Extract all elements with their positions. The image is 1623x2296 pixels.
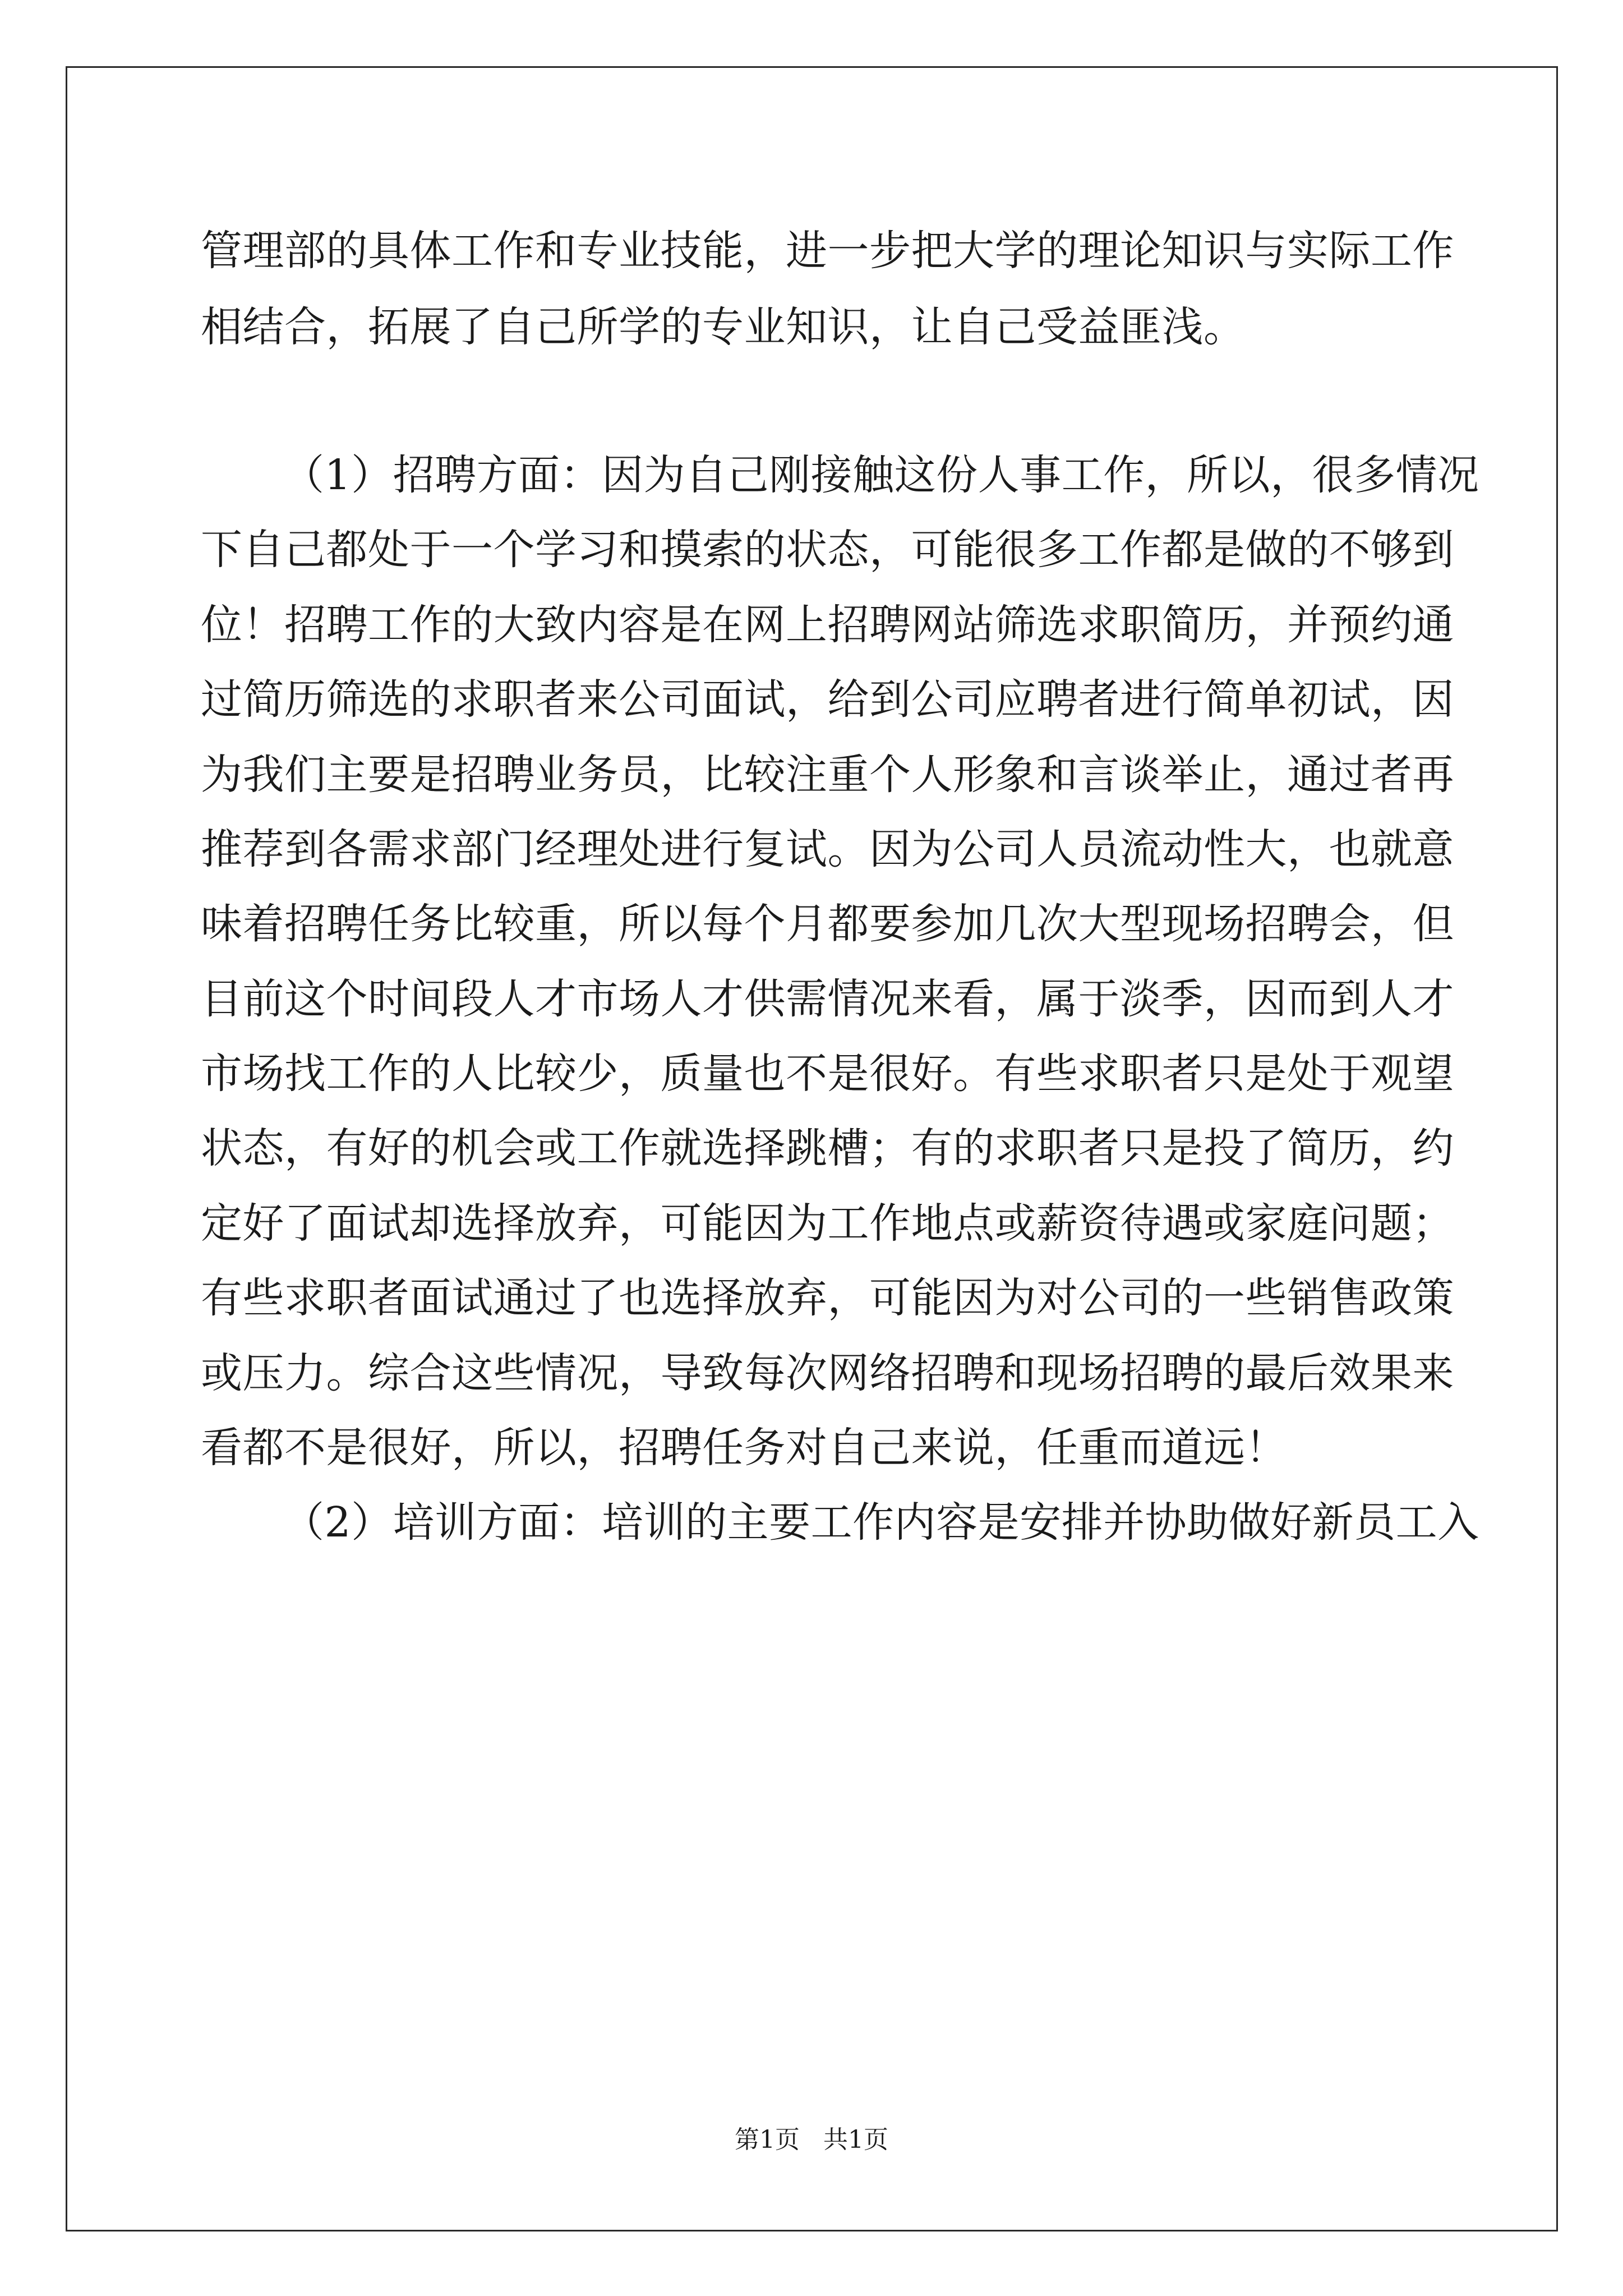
paragraph-line: 味着招聘任务比较重，所以每个月都要参加几次大型现场招聘会，但 bbox=[201, 900, 1454, 948]
paragraph-line: （2）培训方面：培训的主要工作内容是安排并协助做好新员工入 bbox=[283, 1498, 1479, 1547]
paragraph-line: 目前这个时间段人才市场人才供需情况来看，属于淡季，因而到人才 bbox=[201, 975, 1454, 1023]
paragraph-line: 相结合，拓展了自己所学的专业知识，让自己受益匪浅。 bbox=[201, 303, 1246, 351]
paragraph-line: 看都不是很好，所以，招聘任务对自己来说，任重而道远！ bbox=[201, 1424, 1287, 1472]
paragraph-line: 推荐到各需求部门经理处进行复试。因为公司人员流动性大，也就意 bbox=[201, 825, 1454, 873]
paragraph-line: 有些求职者面试通过了也选择放弃，可能因为对公司的一些销售政策 bbox=[201, 1274, 1454, 1322]
page-number: 第1页 bbox=[735, 2125, 800, 2154]
page-total: 共1页 bbox=[823, 2125, 888, 2154]
paragraph-line: （1）招聘方面：因为自己刚接触这份人事工作，所以，很多情况 bbox=[283, 451, 1479, 499]
paragraph-line: 市场找工作的人比较少，质量也不是很好。有些求职者只是处于观望 bbox=[201, 1050, 1454, 1098]
paragraph-line: 位！招聘工作的大致内容是在网上招聘网站筛选求职简历，并预约通 bbox=[201, 601, 1454, 649]
paragraph-line: 状态，有好的机会或工作就选择跳槽；有的求职者只是投了简历，约 bbox=[201, 1124, 1454, 1172]
paragraph-line: 定好了面试却选择放弃，可能因为工作地点或薪资待遇或家庭问题； bbox=[201, 1199, 1454, 1248]
paragraph-line: 下自己都处于一个学习和摸索的状态，可能很多工作都是做的不够到 bbox=[201, 526, 1454, 574]
paragraph-line: 过简历筛选的求职者来公司面试，给到公司应聘者进行简单初试，因 bbox=[201, 675, 1454, 724]
paragraph-line: 为我们主要是招聘业务员，比较注重个人形象和言谈举止，通过者再 bbox=[201, 751, 1454, 799]
page-footer bbox=[0, 2123, 1623, 2157]
paragraph-line: 或压力。综合这些情况，导致每次网络招聘和现场招聘的最后效果来 bbox=[201, 1349, 1454, 1397]
paragraph-line: 管理部的具体工作和专业技能，进一步把大学的理论知识与实际工作 bbox=[201, 227, 1454, 275]
